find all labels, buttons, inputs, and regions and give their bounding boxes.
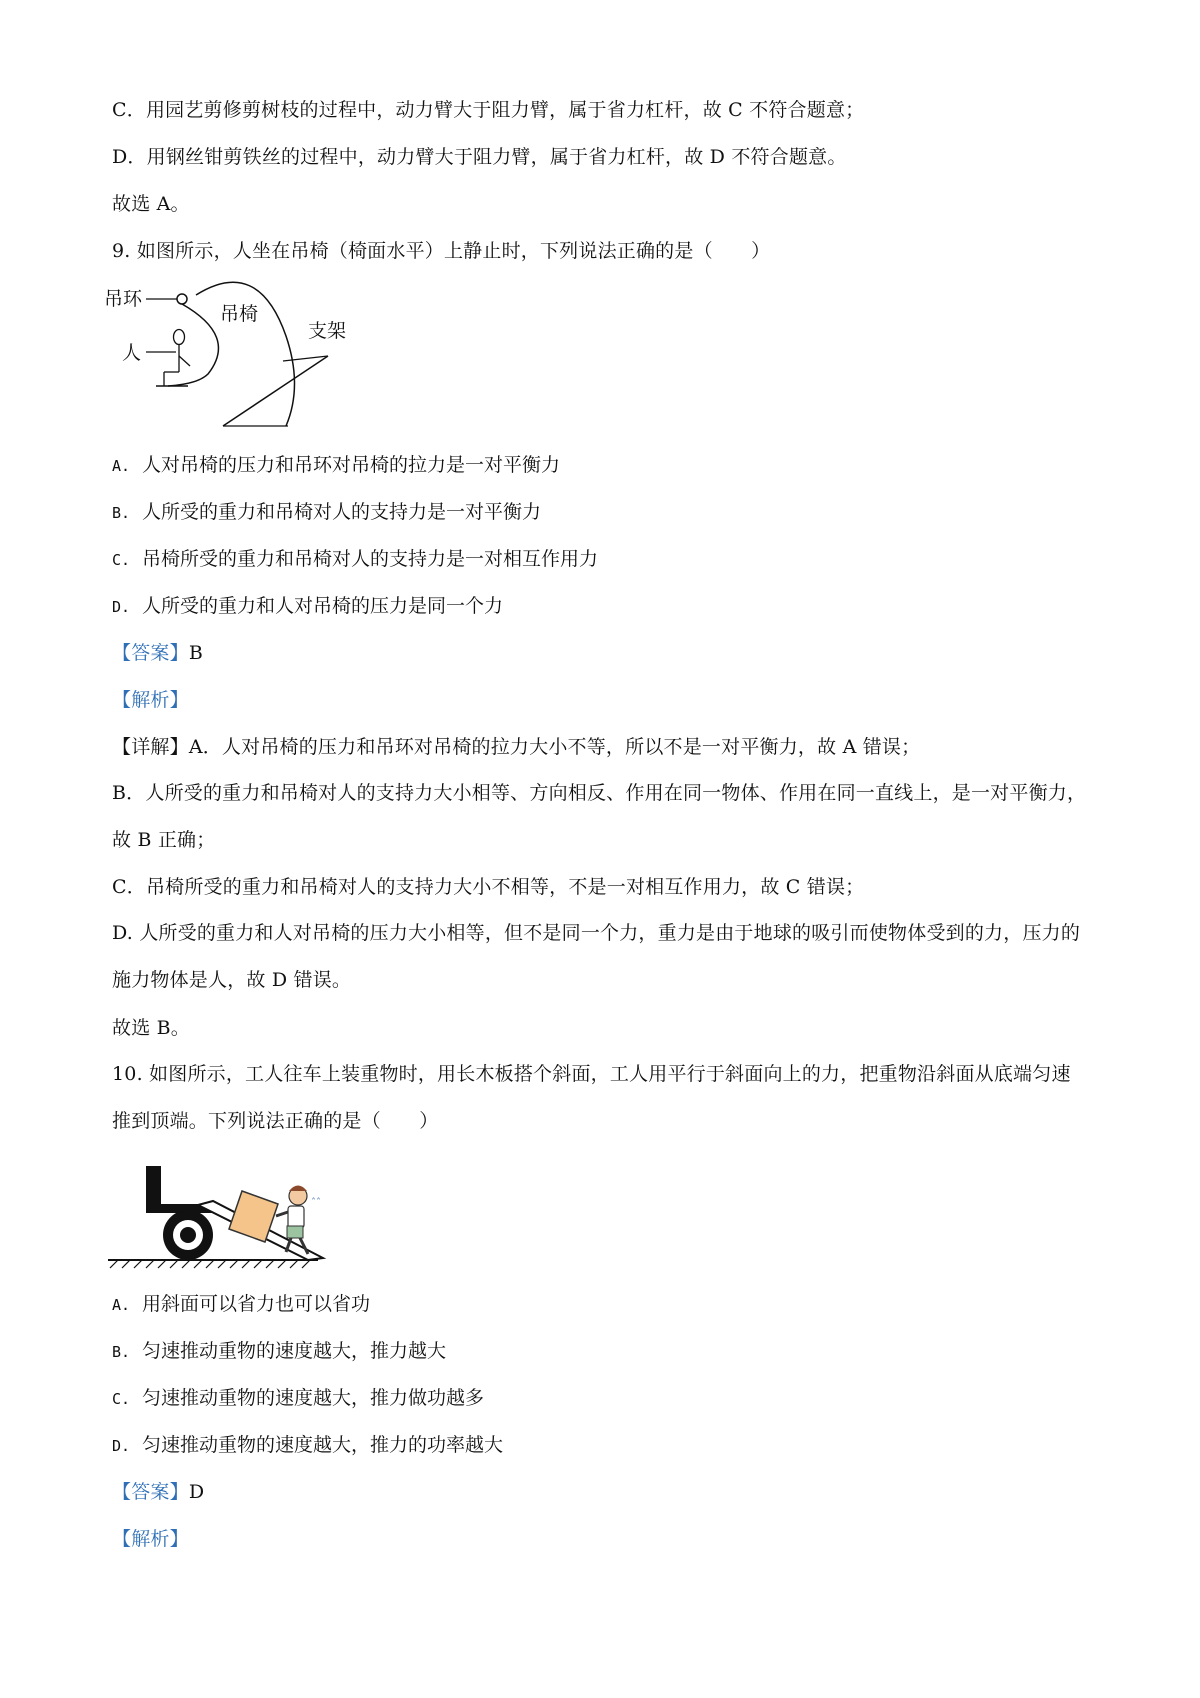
q10-answer — [112, 1478, 204, 1506]
worker-arm — [276, 1212, 288, 1216]
q9-detail-b: B．人所受的重力和吊椅对人的支持力大小相等、方向相反、作用在同一物体、作用在同一直线上，是一对平衡力，故 B 正确； — [112, 782, 1087, 851]
prev-option-c-explanation: C．用园艺剪修剪树枝的过程中，动力臂大于阻力臂，属于省力杠杆，故 C 不符合题意； — [112, 99, 865, 121]
q10-option-d — [112, 1431, 503, 1460]
ground-hatch — [110, 1260, 310, 1268]
person-arm — [179, 356, 190, 366]
sweat-icon: ˆˆ — [311, 1198, 321, 1209]
option-text: 人所受的重力和人对吊椅的压力是同一个力 — [142, 595, 504, 617]
option-letter: B. — [112, 504, 131, 522]
q9-hanging-chair-figure — [104, 276, 398, 436]
detail-tag: 【详解】 — [112, 736, 189, 758]
detail-a-text: A．人对吊椅的压力和吊环对吊椅的拉力大小不等，所以不是一对平衡力，故 A 错误； — [188, 736, 921, 758]
q10-option-b — [112, 1337, 446, 1366]
option-text: 匀速推动重物的速度越大，推力的功率越大 — [142, 1434, 504, 1456]
truck-bed-post — [146, 1166, 161, 1208]
q9-detail-a — [112, 733, 920, 761]
option-letter: D. — [112, 598, 131, 616]
worker-hair — [289, 1186, 307, 1192]
option-letter: D. — [112, 1437, 131, 1455]
answer-tag: 【答案】 — [112, 1481, 189, 1503]
q9-choose: 故选 B。 — [112, 1017, 191, 1039]
person-head-icon — [174, 330, 185, 345]
answer-value: D — [188, 1481, 205, 1503]
q9-stem: 9. 如图所示，人坐在吊椅（椅面水平）上静止时，下列说法正确的是（ ） — [112, 240, 771, 262]
q9-option-d — [112, 592, 503, 621]
wheel-hub — [180, 1227, 196, 1243]
option-letter: A. — [112, 1296, 131, 1314]
q9-option-b — [112, 498, 541, 527]
q9-option-a — [112, 451, 560, 480]
option-text: 用斜面可以省力也可以省功 — [142, 1293, 371, 1315]
q10-incline-figure — [108, 1160, 348, 1280]
frame-leg — [223, 356, 328, 426]
q9-detail-d: D. 人所受的重力和人对吊椅的压力大小相等，但不是同一个力，重力是由于地球的吸引而使物体受到的力，压力的施力物体是人，故 D 错误。 — [112, 922, 1081, 991]
option-letter: C. — [112, 1390, 131, 1408]
q10-option-c — [112, 1384, 484, 1413]
q9-answer — [112, 639, 203, 667]
prev-choose-answer: 故选 A。 — [112, 193, 190, 215]
answer-value: B — [188, 642, 203, 664]
q9-detail-c: C．吊椅所受的重力和吊椅对人的支持力大小不相等，不是一对相互作用力，故 C 错误； — [112, 876, 865, 898]
ring-icon — [177, 294, 187, 304]
option-letter: A. — [112, 457, 131, 475]
q9-option-c — [112, 545, 598, 574]
option-text: 人对吊椅的压力和吊环对吊椅的拉力是一对平衡力 — [142, 454, 561, 476]
label-person: 人 — [122, 342, 142, 364]
option-text: 吊椅所受的重力和吊椅对人的支持力是一对相互作用力 — [142, 548, 599, 570]
q10-analysis-tag: 【解析】 — [112, 1528, 189, 1550]
label-ring: 吊环 — [104, 288, 143, 310]
option-text: 人所受的重力和吊椅对人的支持力是一对平衡力 — [142, 501, 542, 523]
q9-analysis-tag: 【解析】 — [112, 689, 189, 711]
prev-option-d-explanation: D．用钢丝钳剪铁丝的过程中，动力臂大于阻力臂，属于省力杠杆，故 D 不符合题意。 — [112, 146, 847, 168]
answer-tag: 【答案】 — [112, 642, 189, 664]
q10-stem: 10. 如图所示，工人往车上装重物时，用长木板搭个斜面，工人用平行于斜面向上的力，把重物沿斜面从底端匀速推到顶端。下列说法正确的是（ ） — [112, 1063, 1071, 1132]
option-text: 匀速推动重物的速度越大，推力越大 — [142, 1340, 447, 1362]
option-letter: B. — [112, 1343, 131, 1361]
chair-shell — [168, 304, 218, 386]
label-frame: 支架 — [308, 320, 347, 342]
label-chair: 吊椅 — [220, 303, 259, 325]
q10-option-a — [112, 1290, 370, 1319]
worker-shirt — [288, 1206, 304, 1228]
worker-shorts — [287, 1226, 303, 1238]
option-text: 匀速推动重物的速度越大，推力做功越多 — [142, 1387, 485, 1409]
option-letter: C. — [112, 551, 131, 569]
